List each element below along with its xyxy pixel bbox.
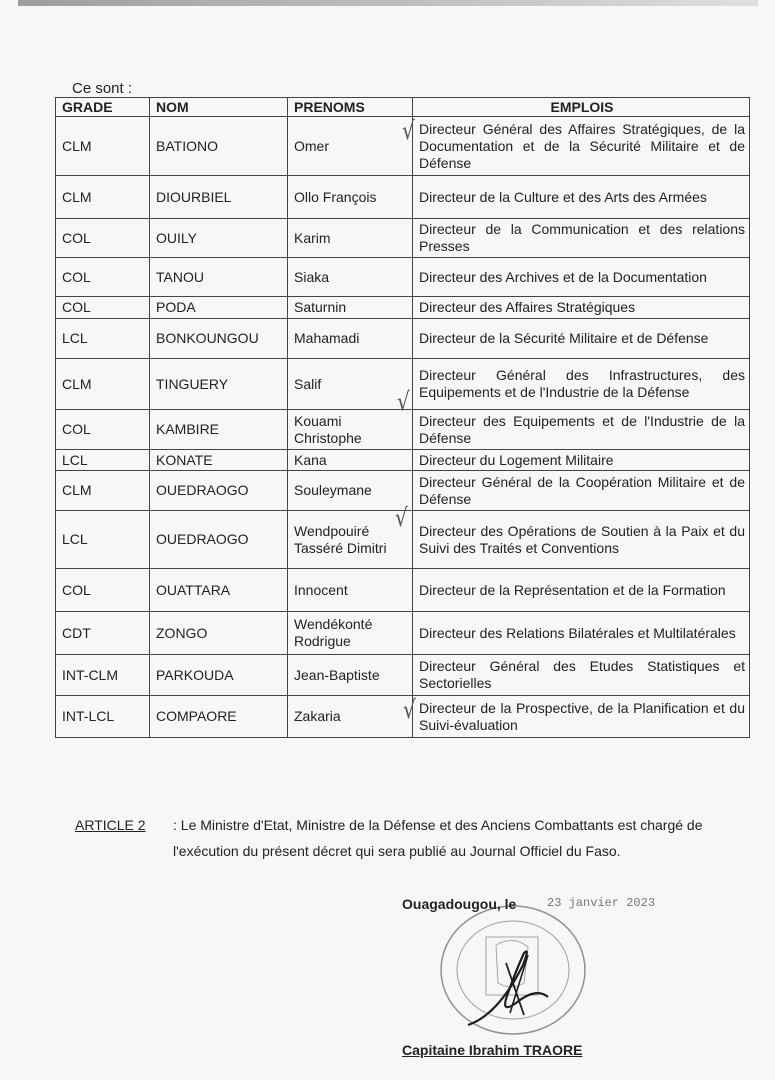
cell-nom: OUATTARA <box>150 569 288 612</box>
cell-prenoms: Mahamadi <box>288 319 413 359</box>
check-mark-icon: √ <box>403 694 416 724</box>
table-row <box>56 176 750 219</box>
table-row <box>56 612 750 655</box>
cell-grade: LCL <box>56 450 150 471</box>
cell-nom: OUEDRAOGO <box>150 511 288 569</box>
cell-grade: CLM <box>56 176 150 219</box>
cell-nom: BATIONO <box>150 117 288 176</box>
cell-grade: COL <box>56 410 150 450</box>
signer-name: Capitaine Ibrahim TRAORE <box>402 1042 583 1058</box>
cell-prenoms: Zakaria <box>288 696 413 738</box>
cell-prenoms: Ollo François <box>288 176 413 219</box>
check-mark-icon: √ <box>402 115 415 145</box>
cell-prenoms: Wendpouiré Tasséré Dimitri <box>288 511 413 569</box>
signature-place: Ouagadougou, le <box>402 896 517 912</box>
cell-emploi: Directeur de la Communication et des relations Presses <box>413 219 750 258</box>
header-emplois: EMPLOIS <box>413 98 750 117</box>
presidential-seal <box>428 895 598 1045</box>
cell-nom: BONKOUNGOU <box>150 319 288 359</box>
signature-date: 23 janvier 2023 <box>547 896 656 910</box>
cell-grade: CLM <box>56 117 150 176</box>
page-top-edge <box>18 0 758 6</box>
cell-emploi: Directeur des Relations Bilatérales et Multilatérales <box>413 612 750 655</box>
cell-prenoms: Jean-Baptiste <box>288 655 413 696</box>
cell-grade: INT-CLM <box>56 655 150 696</box>
cell-emploi: Directeur Général des Infrastructures, des Equipements et de l'Industrie de la Défense <box>413 359 750 410</box>
table-row <box>56 319 750 359</box>
header-prenoms: PRENOMS <box>288 98 413 117</box>
table-row <box>56 655 750 696</box>
cell-prenoms: Salif <box>288 359 413 410</box>
table-row <box>56 297 750 319</box>
cell-nom: OUILY <box>150 219 288 258</box>
cell-emploi: Directeur de la Prospective, de la Planification et du Suivi-évaluation <box>413 696 750 738</box>
cell-prenoms: Kouami Christophe <box>288 410 413 450</box>
cell-prenoms: Kana <box>288 450 413 471</box>
cell-emploi: Directeur de la Représentation et de la Formation <box>413 569 750 612</box>
cell-emploi: Directeur de la Culture et des Arts des Armées <box>413 176 750 219</box>
cell-nom: PODA <box>150 297 288 319</box>
cell-nom: KONATE <box>150 450 288 471</box>
cell-grade: CLM <box>56 359 150 410</box>
table-row <box>56 569 750 612</box>
cell-grade: COL <box>56 219 150 258</box>
cell-nom: PARKOUDA <box>150 655 288 696</box>
cell-prenoms: Siaka <box>288 258 413 297</box>
cell-emploi: Directeur du Logement Militaire <box>413 450 750 471</box>
cell-emploi: Directeur de la Sécurité Militaire et de Défense <box>413 319 750 359</box>
cell-nom: DIOURBIEL <box>150 176 288 219</box>
table-row <box>56 450 750 471</box>
cell-grade: LCL <box>56 319 150 359</box>
cell-nom: ZONGO <box>150 612 288 655</box>
header-grade: GRADE <box>56 98 150 117</box>
cell-nom: TANOU <box>150 258 288 297</box>
cell-emploi: Directeur des Opérations de Soutien à la Paix et du Suivi des Traités et Conventions <box>413 511 750 569</box>
cell-grade: LCL <box>56 511 150 569</box>
table-row <box>56 219 750 258</box>
check-mark-icon: √ <box>395 502 408 532</box>
cell-grade: COL <box>56 258 150 297</box>
cell-grade: CLM <box>56 471 150 511</box>
cell-emploi: Directeur Général des Affaires Stratégiques, de la Documentation et de la Sécurité Militaire et de Défense <box>413 117 750 176</box>
intro-text: Ce sont : <box>72 80 133 97</box>
cell-prenoms: Souleymane <box>288 471 413 511</box>
appointments-table <box>55 97 750 738</box>
cell-prenoms: Karim <box>288 219 413 258</box>
cell-prenoms: Omer <box>288 117 413 176</box>
cell-grade: INT-LCL <box>56 696 150 738</box>
header-nom: NOM <box>150 98 288 117</box>
table-header-row <box>56 98 750 117</box>
cell-nom: TINGUERY <box>150 359 288 410</box>
cell-grade: CDT <box>56 612 150 655</box>
cell-emploi: Directeur des Affaires Stratégiques <box>413 297 750 319</box>
cell-nom: KAMBIRE <box>150 410 288 450</box>
cell-prenoms: Saturnin <box>288 297 413 319</box>
article-label: ARTICLE 2 <box>75 817 146 833</box>
article-body: : Le Ministre d'Etat, Ministre de la Défense et des Anciens Combattants est chargé de l'exécution du présent décret qui sera publié au Journal Officiel du Faso. <box>173 817 703 859</box>
check-mark-icon: √ <box>397 386 410 416</box>
table-row <box>56 258 750 297</box>
cell-emploi: Directeur Général des Etudes Statistiques et Sectorielles <box>413 655 750 696</box>
cell-grade: COL <box>56 297 150 319</box>
cell-nom: OUEDRAOGO <box>150 471 288 511</box>
cell-grade: COL <box>56 569 150 612</box>
article-2 <box>75 812 735 864</box>
cell-prenoms: Wendékonté Rodrigue <box>288 612 413 655</box>
cell-nom: COMPAORE <box>150 696 288 738</box>
cell-emploi: Directeur des Archives et de la Documentation <box>413 258 750 297</box>
cell-emploi: Directeur Général de la Coopération Militaire et de Défense <box>413 471 750 511</box>
cell-emploi: Directeur des Equipements et de l'Industrie de la Défense <box>413 410 750 450</box>
cell-prenoms: Innocent <box>288 569 413 612</box>
